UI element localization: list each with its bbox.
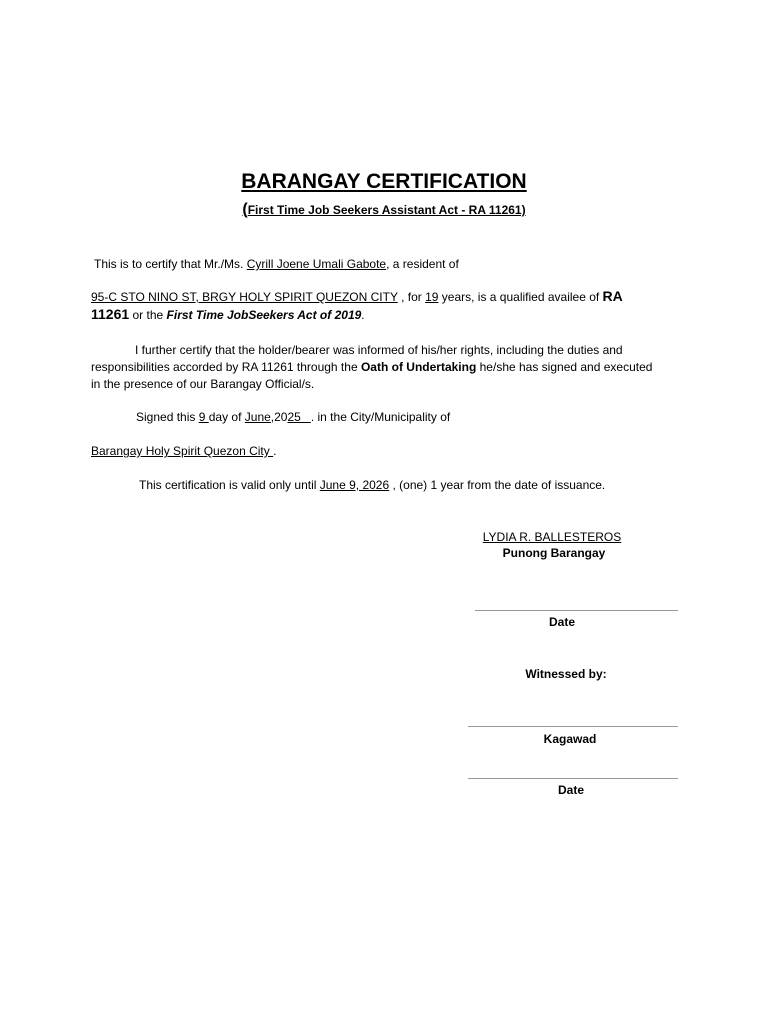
certify-paragraph: [94, 256, 660, 273]
document-title: BARANGAY CERTIFICATION: [241, 170, 527, 193]
subtitle-text: First Time Job Seekers Assistant Act - RA 11261): [247, 203, 526, 217]
date-signature-line-1: [475, 610, 678, 611]
further-paragraph: [91, 342, 657, 393]
signed-day: 9: [198, 410, 209, 424]
certify-prefix: This is to certify that Mr./Ms.: [94, 257, 247, 271]
applicant-name: Cyrill Joene Umali Gabote: [246, 257, 387, 271]
act-name: First Time JobSeekers Act of 2019: [166, 308, 362, 322]
signed-month: June: [244, 410, 271, 424]
applicant-address: 95-C STO NINO ST, BRGY HOLY SPIRIT QUEZON CITY: [91, 290, 398, 304]
certify-suffix: , a resident of: [386, 257, 459, 271]
location-period: .: [273, 444, 277, 458]
year-prefix: ,20: [270, 410, 288, 424]
witnessed-by-label: Witnessed by:: [525, 667, 607, 681]
subtitle-open-paren: (: [242, 201, 248, 218]
date-label-2: Date: [557, 783, 584, 797]
or-text: or the: [129, 308, 167, 322]
validity-line: [139, 478, 605, 492]
further-text-1: I further certify that the holder/bearer was informed of his/her rights, including the duties and responsibilities accorded by RA 11261 through the: [91, 343, 623, 374]
ra-label: RA 11261: [91, 288, 623, 322]
signed-line: [136, 410, 450, 424]
validity-suffix: , (one) 1 year from the date of issuance.: [389, 478, 606, 492]
applicant-age: 19: [425, 290, 439, 304]
validity-date: June 9, 2026: [319, 478, 390, 492]
day-text: day of: [208, 410, 245, 424]
years-text: years, is a qualified availee of: [438, 290, 603, 304]
validity-prefix: This certification is valid only until: [139, 478, 320, 492]
residence-period: .: [361, 308, 365, 322]
date-signature-line-2: [468, 778, 678, 779]
signed-year: 25: [287, 410, 311, 424]
further-text-2: he/she has signed and executed in the presence of our Barangay Official/s.: [91, 360, 653, 391]
kagawad-signature-line: [468, 726, 678, 727]
signed-prefix: Signed this: [136, 410, 199, 424]
document-subtitle: [0, 201, 768, 219]
signatory-name: LYDIA R. BALLESTEROS: [482, 530, 622, 544]
residence-paragraph: [91, 288, 657, 324]
date-label-1: Date: [548, 615, 575, 629]
kagawad-label: Kagawad: [543, 732, 597, 746]
location-place: Barangay Holy Spirit Quezon City: [91, 444, 274, 458]
oath-of-undertaking: Oath of Undertaking: [360, 360, 477, 374]
signed-suffix: . in the City/Municipality of: [310, 410, 451, 424]
for-text: , for: [397, 290, 426, 304]
location-line: [91, 444, 276, 458]
signatory-position: Punong Barangay: [502, 546, 606, 560]
